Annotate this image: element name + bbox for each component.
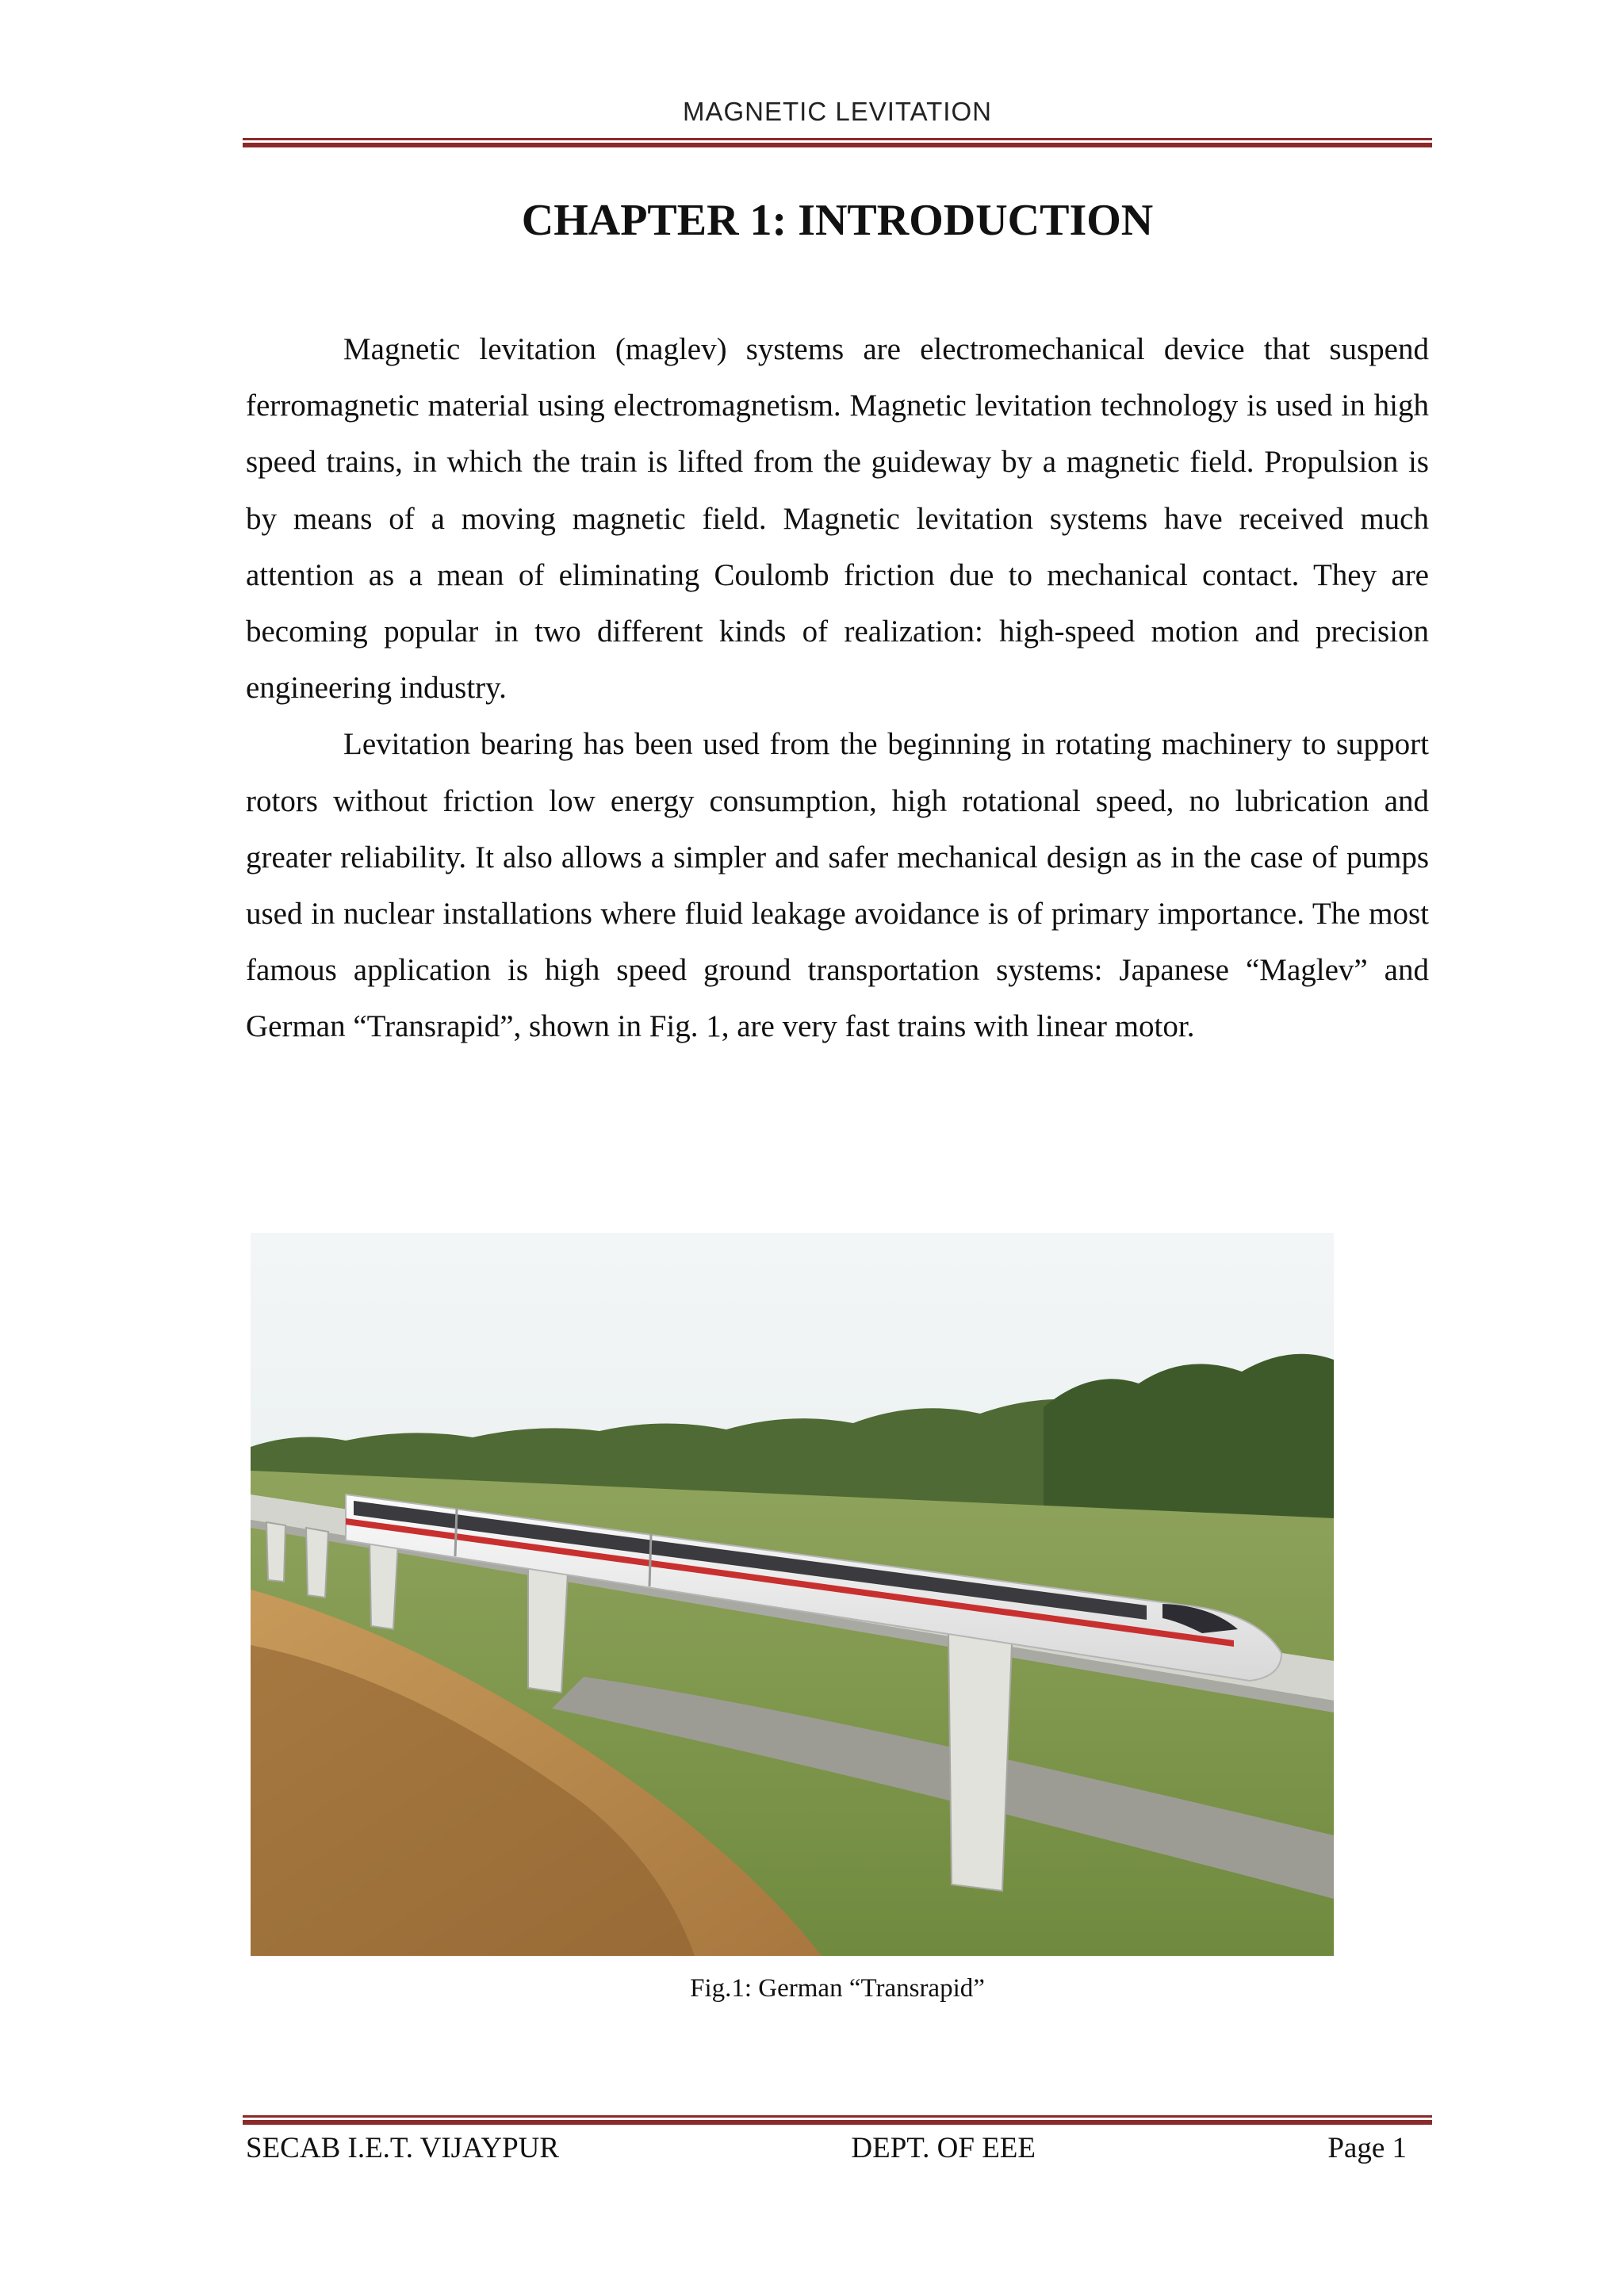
chapter-title: CHAPTER 1: INTRODUCTION	[521, 196, 1154, 245]
paragraph-2: Levitation bearing has been used from the beginning in rotating machinery to support rotors without friction low energy consumption, high rotational speed, no lubrication and greater reliability. It also allows a simpler and safer mechanical design as in the case of pumps used in nuclear installations where fluid leakage avoidance is of primary importance. The most famous application is high speed ground transportation systems: Japanese “Maglev” and German “Transrapid”, shown in Fig. 1, are very fast trains with linear motor.	[246, 727, 1429, 1044]
page-footer	[246, 2131, 1407, 2165]
footer-rule	[243, 2115, 1432, 2125]
train-illustration	[251, 1233, 1334, 1956]
footer-institution: SECAB I.E.T. VIJAYPUR	[246, 2132, 560, 2164]
footer-department: DEPT. OF EEE	[851, 2132, 1036, 2164]
figure-caption: Fig.1: German “Transrapid”	[690, 1974, 985, 2003]
body-text	[246, 321, 1429, 1055]
running-header: MAGNETIC LEVITATION	[683, 97, 992, 126]
header-rule	[243, 138, 1432, 147]
paragraph-1: Magnetic levitation (maglev) systems are electromechanical device that suspend ferromagnetic material using electromagnetism. Magnetic levitation technology is used in high speed trains, in which the train is lifted from the guideway by a magnetic field. Propulsion is by means of a moving magnetic field. Magnetic levitation systems have received much attention as a mean of eliminating Coulomb friction due to mechanical contact. They are becoming popular in two different kinds of realization: high-speed motion and precision engineering industry.	[246, 332, 1429, 706]
footer-page-number: Page 1	[1327, 2132, 1407, 2164]
maglev-train-photo	[251, 1233, 1334, 1956]
